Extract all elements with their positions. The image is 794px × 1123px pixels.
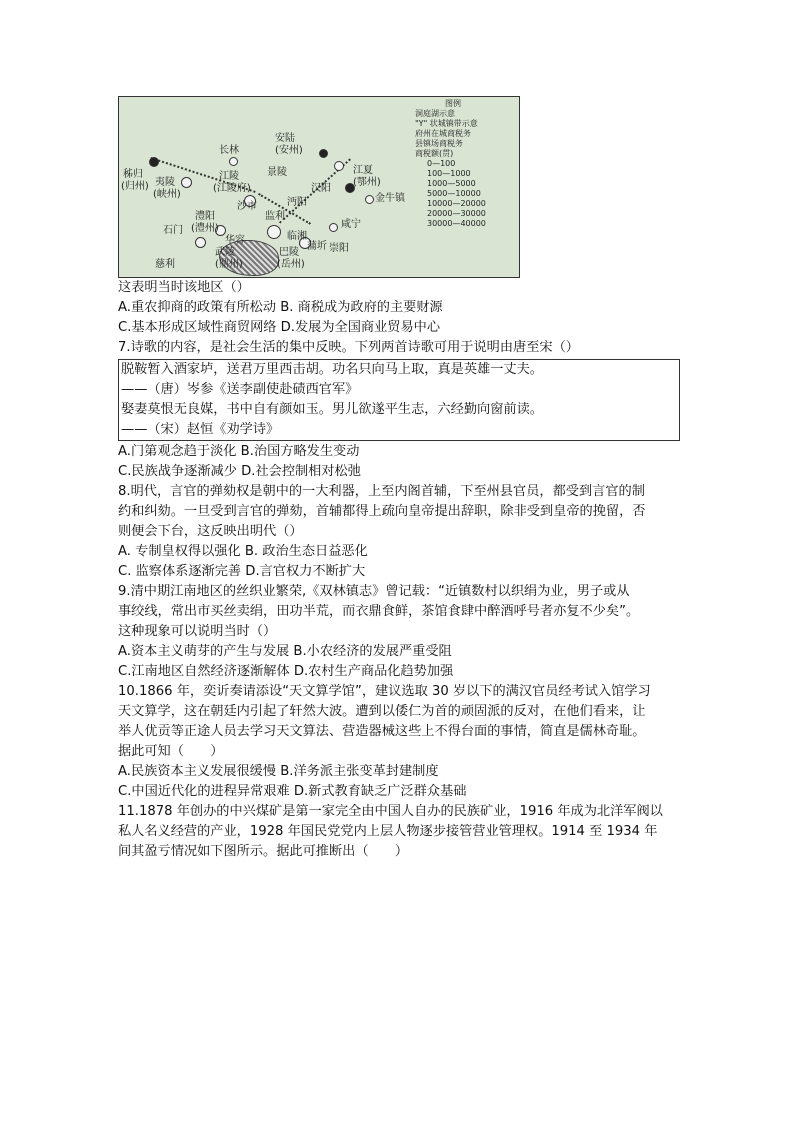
- option-line: C.基本形成区域性商贸网络 D.发展为全国商业贸易中心: [118, 320, 441, 335]
- city-label: 监利: [265, 211, 285, 222]
- option-line: A.资本主义萌芽的产生与发展 B.小农经济的发展严重受阻: [118, 644, 452, 659]
- city-label: 蒲圻: [307, 241, 327, 252]
- question-9: 9.清中期江南地区的丝织业繁荣,《双林镇志》曾记载：“近镇数村以织绢为业，男子或从: [118, 584, 630, 599]
- city-label: 澧阳: [195, 211, 215, 222]
- legend-item: 商税额(贯): [415, 149, 454, 158]
- city-label: 咸宁: [341, 219, 361, 230]
- city-label: 临湘: [287, 231, 307, 242]
- question-9: 这种现象可以说明当时（）: [118, 624, 277, 639]
- map-dot: [267, 225, 281, 239]
- legend-item: 20000—30000: [427, 209, 486, 218]
- city-label: 慈利: [155, 259, 175, 270]
- option-line: A. 专制皇权得以强化 B. 政治生态日益恶化: [118, 544, 368, 559]
- option-line: A.重农抑商的政策有所松动 B. 商税成为政府的主要财源: [118, 300, 443, 315]
- question-10: 据此可知（ ）: [118, 744, 224, 759]
- option-line: A.门第观念趋于淡化 B.治国方略发生变动: [118, 444, 360, 459]
- city-label: 石门: [163, 225, 183, 236]
- city-label: 华容: [225, 235, 245, 246]
- city-label: (江陵府): [213, 183, 251, 194]
- city-label: 巴陵: [279, 247, 299, 258]
- map-dot: [195, 237, 206, 248]
- legend-item: 30000—40000: [427, 219, 486, 228]
- poem-line: 娶妻莫恨无良媒，书中自有颜如玉。男儿欲遂平生志，六经勤向窗前读。: [121, 402, 543, 417]
- legend-item: 1000—5000: [427, 179, 476, 188]
- map-dot: [334, 161, 344, 171]
- question-11: 私人名义经营的产业，1928 年国民党党内上层人物逐步接管营业管理权。1914 至 1934 年: [118, 824, 658, 839]
- city-label: 夷陵: [155, 177, 175, 188]
- city-label: 江夏: [353, 165, 373, 176]
- city-label: 江陵: [219, 171, 239, 182]
- question-7: 7.诗歌的内容，是社会生活的集中反映。下列两首诗歌可用于说明由唐至宋（）: [118, 340, 579, 355]
- question-9: 事绞线，常出市买丝卖绢，田功半荒，而衣鼎食鲜，茶馆食肆中醉酒呼号者亦复不少矣”。: [118, 604, 640, 619]
- question-10: 10.1866 年，奕䜣奏请添设“天文算学馆”，建议选取 30 岁以下的满汉官员经考试入馆学习: [118, 684, 651, 699]
- city-label: (峡州): [153, 189, 181, 200]
- question-stem: 这表明当时该地区（）: [118, 280, 250, 295]
- question-8: 8.明代，言官的弹劾权是朝中的一大利器，上至内阁首辅，下至州县官员，都受到言官的制: [118, 484, 645, 499]
- city-label: 崇阳: [329, 243, 349, 254]
- exam-page: [118, 96, 678, 862]
- question-8: 则便会下台，这反映出明代（）: [118, 524, 303, 539]
- map-dot: [329, 223, 338, 232]
- map-legend: [415, 99, 515, 275]
- poem-source: ——（宋）赵恒《劝学诗》: [121, 422, 280, 437]
- legend-item: 100—1000: [427, 169, 471, 178]
- city-label: 安陆: [275, 133, 295, 144]
- option-line: A.民族资本主义发展很缓慢 B.洋务派主张变革封建制度: [118, 764, 439, 779]
- poem-line: 脱鞍暂入酒家垆，送君万里西击胡。功名只向马上取，真是英雄一丈夫。: [121, 362, 543, 377]
- map-dot: [319, 149, 328, 158]
- city-label: 武陵: [215, 247, 235, 258]
- legend-item: 5000—10000: [427, 189, 481, 198]
- city-label: 长林: [219, 145, 239, 156]
- option-line: C. 监察体系逐渐完善 D.言官权力不断扩大: [118, 564, 366, 579]
- city-label: (澧州): [191, 223, 219, 234]
- city-label: (鄂州): [353, 177, 381, 188]
- city-label: 沙市: [237, 201, 257, 212]
- city-label: 汉阳: [311, 183, 331, 194]
- legend-item: 县镇场商税务: [415, 139, 463, 148]
- question-10: 举人优贡等正途人员去学习天文算法、营造器械这些上不得台面的事情，简直是儒林奇耻。: [118, 724, 646, 739]
- poem-box: [118, 359, 680, 441]
- city-label: 金牛镇: [375, 193, 405, 204]
- legend-item: "Y" 状城镇带示意: [415, 119, 478, 128]
- city-label: 沔阳: [287, 197, 307, 208]
- legend-item: 0—100: [427, 159, 456, 168]
- city-label: 景陵: [267, 167, 287, 178]
- question-11: 间其盈亏情况如下图所示。据此可推断出（ ）: [118, 844, 409, 859]
- city-label: (岳州): [277, 259, 305, 270]
- question-10: 天文算学，这在朝廷内引起了轩然大波。遭到以倭仁为首的顽固派的反对，在他们看来，让: [118, 704, 646, 719]
- legend-item: 府州在城商税务: [415, 129, 471, 138]
- question-8: 约和纠劾。一旦受到言官的弹劾，首辅都得上疏向皇帝提出辞职，除非受到皇帝的挽留，否: [118, 504, 646, 519]
- poem-source: ——（唐）岑参《送李副使赴碛西官军》: [121, 382, 359, 397]
- historical-map: [118, 96, 520, 278]
- question-11: 11.1878 年创办的中兴煤矿是第一家完全由中国人自办的民族矿业，1916 年成为北洋军阀以: [118, 804, 663, 819]
- city-label: (归州): [121, 181, 149, 192]
- map-dot: [365, 195, 374, 204]
- legend-item: 洞庭湖示意: [415, 109, 455, 118]
- option-line: C.中国近代化的进程异常艰难 D.新式教育缺乏广泛群众基础: [118, 784, 467, 799]
- city-label: 秭归: [123, 169, 143, 180]
- legend-item: 10000—20000: [427, 199, 486, 208]
- option-line: C.江南地区自然经济逐渐解体 D.农村生产商品化趋势加强: [118, 664, 454, 679]
- city-label: (安州): [275, 145, 303, 156]
- map-dot: [181, 177, 192, 188]
- city-label: (鼎州): [215, 259, 243, 270]
- option-line: C.民族战争逐渐减少 D.社会控制相对松弛: [118, 464, 361, 479]
- legend-title: 图例: [445, 99, 461, 108]
- map-dot: [229, 157, 238, 166]
- map-dot: [149, 157, 159, 167]
